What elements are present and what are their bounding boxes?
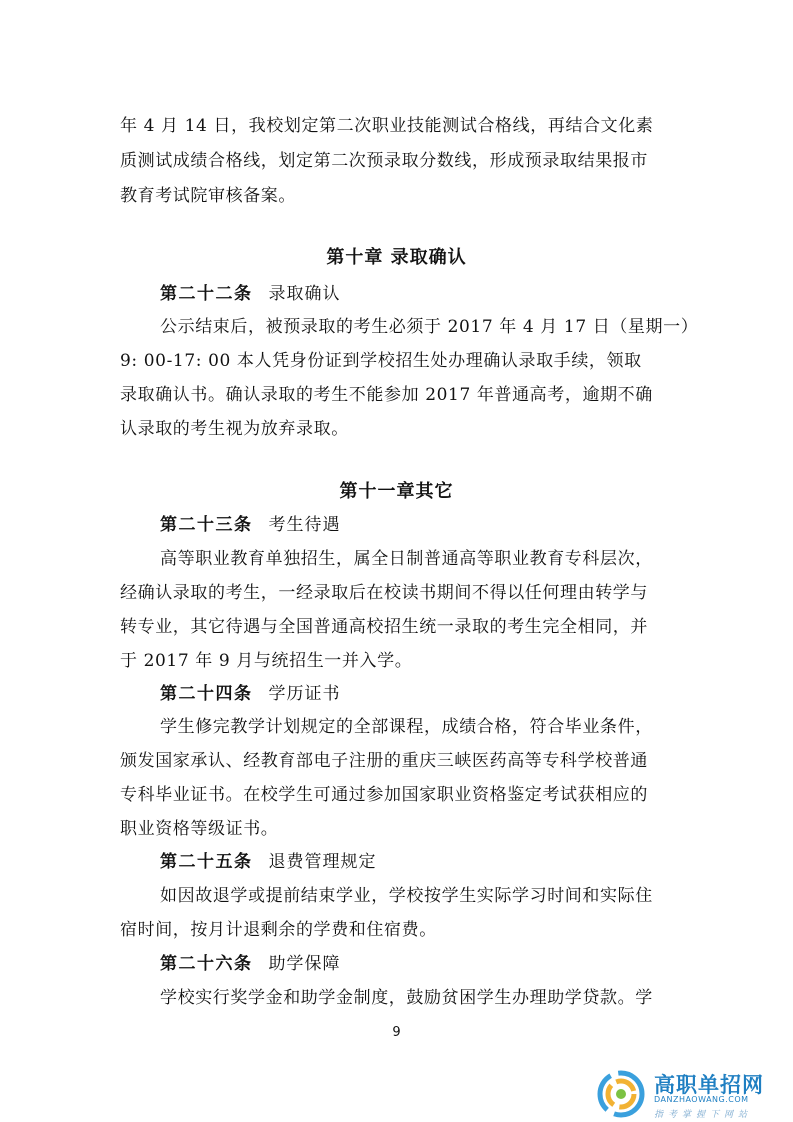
site-title: 高职单招网 [654, 1073, 764, 1097]
body-line: 录取确认书。确认录取的考生不能参加 2017 年普通高考，逾期不确 [120, 385, 653, 405]
body-line: 9: 00-17: 00 本人凭身份证到学校招生处办理确认录取手续，领取 [120, 351, 642, 371]
article-title: 考生待遇 [268, 515, 341, 535]
chapter-heading: 第十章 录取确认 [326, 247, 467, 268]
article-heading [160, 283, 341, 305]
article-number: 第二十四条 [160, 684, 253, 704]
site-url: DANZHAOWANG.COM [654, 1095, 749, 1104]
site-slogan: 指考掌握下网站 [654, 1110, 753, 1120]
body-line: 于 2017 年 9 月与统招生一并入学。 [120, 651, 413, 671]
site-logo-icon [596, 1069, 646, 1119]
body-line: 年 4 月 14 日，我校划定第二次职业技能测试合格线，再结合文化素 [120, 116, 654, 136]
body-line: 高等职业教育单独招生，属全日制普通高等职业教育专科层次， [160, 549, 653, 569]
body-line: 经确认录取的考生，一经录取后在校读书期间不得以任何理由转学与 [120, 583, 648, 603]
body-line: 教育考试院审核备案。 [120, 186, 296, 206]
article-number: 第二十五条 [160, 852, 253, 872]
body-line: 颁发国家承认、经教育部电子注册的重庆三峡医药高等专科学校普通 [120, 751, 648, 771]
article-heading [160, 683, 341, 705]
site-watermark[interactable] [596, 1065, 791, 1121]
article-number: 第二十六条 [160, 954, 253, 974]
body-line: 质测试成绩合格线，划定第二次预录取分数线，形成预录取结果报市 [120, 151, 648, 171]
article-title: 退费管理规定 [268, 852, 377, 872]
body-line: 职业资格等级证书。 [120, 819, 279, 839]
article-title: 助学保障 [268, 954, 341, 974]
body-line: 公示结束后，被预录取的考生必须于 2017 年 4 月 17 日（星期一） [160, 317, 699, 337]
body-line: 如因故退学或提前结束学业，学校按学生实际学习时间和实际住 [160, 886, 653, 906]
chapter-heading: 第十一章其它 [339, 481, 454, 502]
article-title: 录取确认 [268, 284, 341, 304]
body-line: 转专业，其它待遇与全国普通高校招生统一录取的考生完全相同，并 [120, 617, 648, 637]
article-heading [160, 851, 377, 873]
article-number: 第二十二条 [160, 284, 253, 304]
page-number: 9 [392, 1025, 401, 1040]
article-heading [160, 953, 341, 975]
body-line: 认录取的考生视为放弃录取。 [120, 419, 349, 439]
body-line: 学生修完教学计划规定的全部课程，成绩合格，符合毕业条件， [160, 717, 653, 737]
body-line: 专科毕业证书。在校学生可通过参加国家职业资格鉴定考试获相应的 [120, 785, 648, 805]
article-title: 学历证书 [268, 684, 341, 704]
body-line: 学校实行奖学金和助学金制度，鼓励贫困学生办理助学贷款。学 [160, 988, 653, 1008]
article-heading [160, 514, 341, 536]
article-number: 第二十三条 [160, 515, 253, 535]
body-line: 宿时间，按月计退剩余的学费和住宿费。 [120, 920, 437, 940]
